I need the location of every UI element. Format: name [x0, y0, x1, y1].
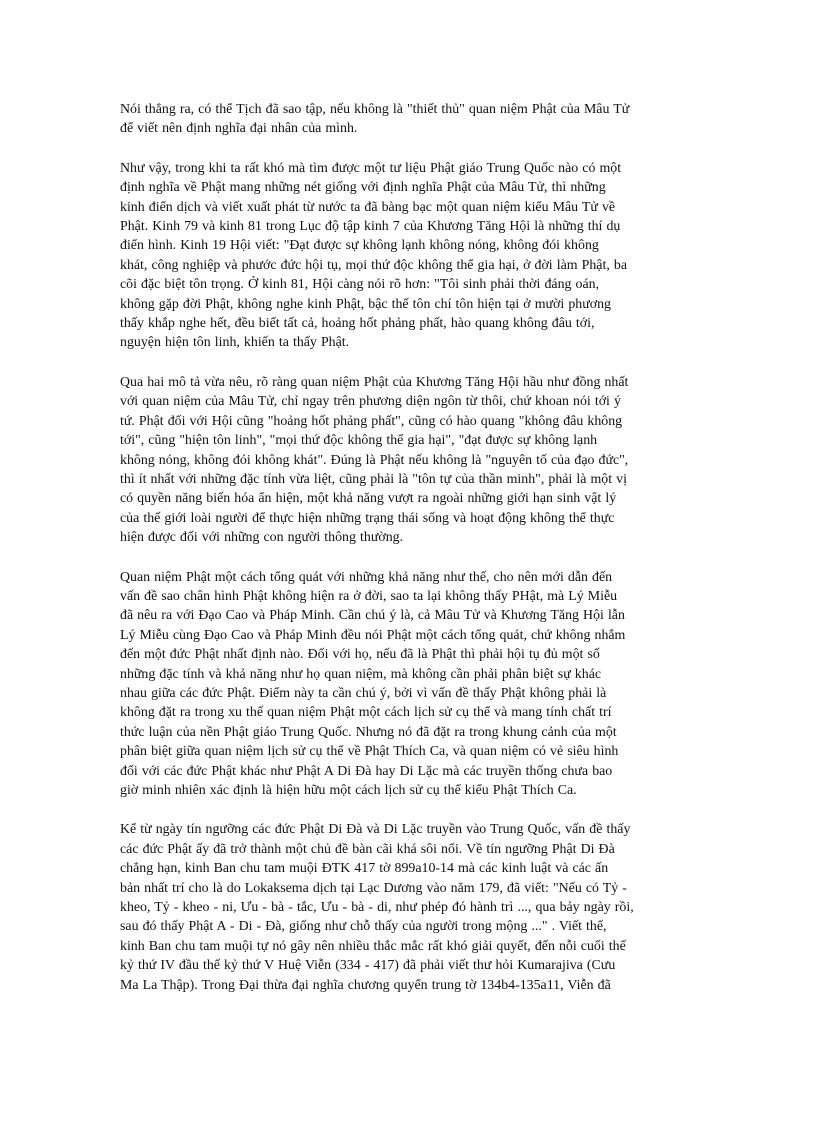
text-line: điển hình. Kinh 19 Hội viết: "Đạt được sự không lạnh không nóng, không đói không — [120, 238, 599, 254]
text-line: thấy khắp nghe hết, đều biết tất cả, hoảng hốt phảng phất, hào quang không đâu tới, — [120, 316, 595, 332]
text-line: Phật. Kinh 79 và kinh 81 trong Lục độ tập kinh 7 của Khương Tăng Hội là những thí dụ — [120, 219, 621, 235]
text-line: của thế giới loài người để thực hiện những trạng thái sống và hoạt động không thể thực — [120, 510, 615, 526]
text-line: chẳng hạn, kinh Ban chu tam muội ĐTK 417 tờ 899a10-14 mà các kinh luật và các ấn — [120, 861, 609, 877]
text-line: kinh điển dịch và viết xuất phát từ nước ta đã bàng bạc một quan niệm kiểu Mâu Tử về — [120, 199, 616, 215]
text-line: đối với các đức Phật khác như Phật A Di Đà hay Di Lặc mà các truyền thống chưa bao — [120, 763, 613, 779]
text-line: Kể từ ngày tín ngưỡng các đức Phật Di Đà và Di Lặc truyền vào Trung Quốc, vấn đề thấy — [120, 822, 631, 838]
text-line: tứ. Phật đối với Hội cũng "hoảng hốt phảng phất", cũng có hào quang "không đâu không — [120, 413, 623, 429]
text-line: Qua hai mô tả vừa nêu, rõ ràng quan niệm Phật của Khương Tăng Hội hầu như đồng nhất — [120, 374, 629, 390]
paragraph — [120, 100, 700, 139]
text-line: thức luận của nền Phật giáo Trung Quốc. Nhưng nó đã đặt ra trong khung cảnh của một — [120, 724, 617, 740]
text-line: Như vậy, trong khi ta rất khó mà tìm được một tư liệu Phật giáo Trung Quốc nào có một — [120, 160, 622, 176]
text-line: kỷ thứ IV đầu thế kỷ thứ V Huệ Viễn (334 - 417) đã phải viết thư hỏi Kumarajiva (Cưu — [120, 958, 616, 974]
text-line: sau đó thấy Phật A - Di - Đà, giống như chỗ thấy của người trong mộng ..." . Viết thế, — [120, 919, 607, 935]
text-line: Nói thẳng ra, có thể Tịch đã sao tập, nếu không là "thiết thủ" quan niệm Phật của Mâu Tử — [120, 102, 630, 117]
text-line: hiện được đối với những con người thông thường. — [120, 530, 404, 546]
paragraph — [120, 820, 700, 995]
text-line: không đặt ra trong xu thế quan niệm Phật một cách lịch sử cụ thể và mang tính chất trí — [120, 705, 612, 721]
text-line: không nóng, không đói không khát". Đúng là Phật nếu không là "nguyên tố của đạo đức", — [120, 452, 629, 468]
text-line: những đặc tính và khả năng như họ quan niệm, mà không cần phải phân biệt sự khác — [120, 666, 602, 682]
text-line: thì ít nhất với những đặc tính vừa liệt, cũng phải là "tôn tự của thần minh", phải là một vị — [120, 471, 627, 487]
text-line: đến một đức Phật nhất định nào. Đối với họ, nếu đã là Phật thì phải hội tụ đủ một số — [120, 647, 600, 663]
text-line: không gặp đời Phật, không nghe kinh Phật, bậc thế tôn chí tôn hiện tại ở mười phương — [120, 296, 611, 312]
text-line: để viết nên định nghĩa đại nhân của mình. — [120, 121, 358, 137]
text-line: có quyền năng biến hóa ẩn hiện, một khả năng vượt ra ngoài những giới hạn sinh vật lý — [120, 491, 617, 507]
text-line: với quan niệm của Mâu Tử, chỉ ngay trên phương diện ngôn từ thôi, chứ khoan nói tới ý — [120, 394, 621, 410]
text-line: khát, công nghiệp và phước đức hội tụ, mọi thứ độc không thể gia hại, ở đời làm Phật, ba — [120, 257, 627, 273]
text-line: kinh Ban chu tam muội tự nó gây nên nhiều thắc mắc rất khó giải quyết, đến nỗi cuối thế — [120, 938, 626, 954]
text-line: bản nhất trí cho là do Lokaksema dịch tại Lạc Dương vào năm 179, đã viết: "Nếu có Tỷ - — [120, 880, 627, 896]
text-line: đã nêu ra với Đạo Cao và Pháp Minh. Cần chú ý là, cả Mâu Tử và Khương Tăng Hội lẫn — [120, 608, 625, 624]
text-line: kheo, Tỷ - kheo - ni, Ưu - bà - tắc, Ưu - bà - di, như phép đó hành trì ..., qua bảy ngày rồi, — [120, 900, 634, 916]
paragraph — [120, 373, 700, 548]
text-line: Lý Miễu cùng Đạo Cao và Pháp Minh đều nói Phật một cách tổng quát, chứ không nhắm — [120, 627, 626, 643]
text-line: vấn đề sao chân hình Phật không hiện ra ở đời, sao ta lại không thấy PHật, mà Lý Miễu — [120, 588, 618, 604]
text-line: Quan niệm Phật một cách tổng quát với những khả năng như thế, cho nên mới dẫn đến — [120, 569, 613, 585]
text-line: giờ minh nhiên xác định là hiện hữu một cách lịch sử cụ thể kiểu Phật Thích Ca. — [120, 783, 577, 798]
text-line: các đức Phật ấy đã trở thành một chủ đề bàn cãi khá sôi nổi. Về tín ngưỡng Phật Di Đà — [120, 841, 615, 857]
text-line: nhau giữa các đức Phật. Điểm này ta cần chú ý, bởi vì vấn đề thấy Phật không phải là — [120, 685, 607, 701]
paragraph — [120, 159, 700, 353]
text-line: nguyện hiện tôn linh, khiến ta thấy Phật. — [120, 335, 350, 351]
paragraph — [120, 568, 700, 801]
text-line: định nghĩa về Phật mang những nét giống với định nghĩa Phật của Mâu Tử, thì những — [120, 180, 606, 196]
text-line: Ma La Thập). Trong Đại thừa đại nghĩa chương quyển trung tờ 134b4-135a11, Viễn đã — [120, 977, 611, 993]
text-line: cõi đặc biệt tôn trọng. Ở kinh 81, Hội càng nói rõ hơn: "Tôi sinh phải thời đáng oán, — [120, 277, 600, 293]
document-body — [120, 100, 700, 1015]
text-line: phân biệt giữa quan niệm lịch sử cụ thể về Phật Thích Ca, và quan niệm có vẻ siêu hình — [120, 744, 619, 760]
text-line: tới", cũng "hiện tôn linh", "mọi thứ độc không thể gia hại", "đạt được sự không lạnh — [120, 433, 598, 449]
